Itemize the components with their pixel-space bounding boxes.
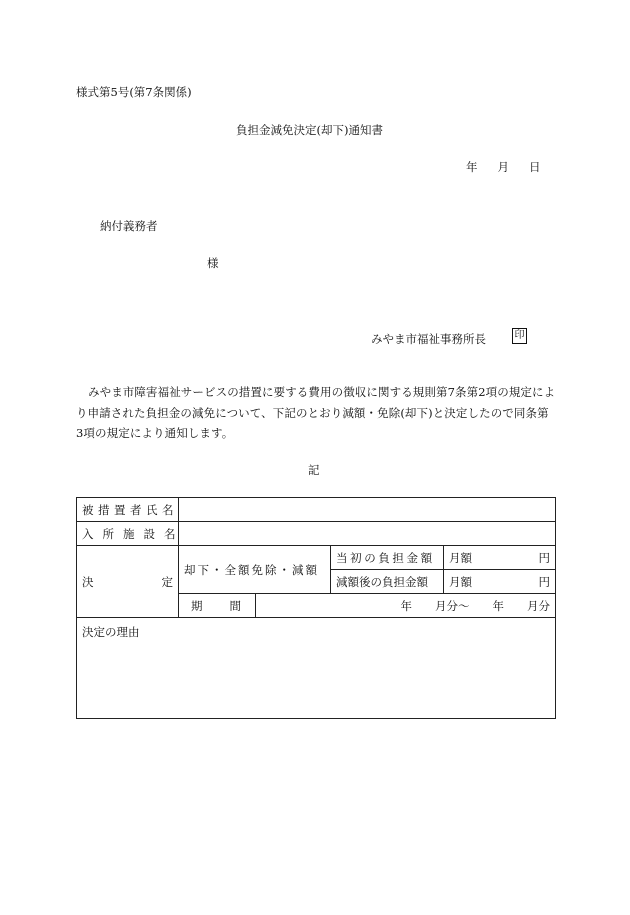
- body-paragraph: みやま市障害福祉サービスの措置に要する費用の徴収に関する規則第7条第2項の規定により申請された負担金の減免について、下記のとおり減額・免除(却下)と決定したので同条第3項の規定により通知します。: [76, 385, 556, 440]
- decision-options: 却下・全額免除・減額: [179, 546, 331, 594]
- reduced-amount-value: [444, 570, 556, 594]
- decision-table: [76, 497, 556, 719]
- table-row: [77, 522, 556, 546]
- recipient-name-label: 被措置者氏名: [77, 498, 179, 522]
- document-title: 負担金減免決定(却下)通知書: [236, 123, 383, 137]
- date-line: [466, 159, 541, 175]
- issuer-name: みやま市福祉事務所長: [371, 332, 486, 346]
- facility-name-value[interactable]: [179, 522, 556, 546]
- yen-label: 円: [538, 574, 550, 589]
- reason-field[interactable]: [77, 618, 556, 719]
- recipient-name-value[interactable]: [179, 498, 556, 522]
- reason-label: 決定の理由: [82, 625, 140, 639]
- table-row: [77, 498, 556, 522]
- monthly-label: 月額: [449, 574, 472, 589]
- table-row: [77, 546, 556, 570]
- decision-label-left: 決: [82, 574, 94, 589]
- decision-label: [77, 546, 179, 618]
- reduced-amount-label: 減額後の負担金額: [331, 570, 444, 594]
- period-label-left: 期: [191, 598, 203, 613]
- initial-amount-value: [444, 546, 556, 570]
- date-year: 年: [466, 160, 478, 174]
- seal-mark: 印: [512, 328, 527, 344]
- period-value: 年 月分～ 年 月分: [256, 594, 556, 618]
- form-number: 様式第5号(第7条関係): [76, 85, 192, 99]
- initial-amount-label: 当初の負担金額: [331, 546, 444, 570]
- monthly-label: 月額: [449, 550, 472, 565]
- ki-heading: 記: [308, 463, 320, 477]
- date-month: 月: [497, 160, 509, 174]
- honorific: 様: [207, 256, 219, 270]
- yen-label: 円: [538, 550, 550, 565]
- table-row: [77, 618, 556, 719]
- date-day: 日: [529, 160, 541, 174]
- decision-label-right: 定: [161, 574, 173, 589]
- period-label: [179, 594, 256, 618]
- facility-name-label: 入所施設名: [77, 522, 179, 546]
- period-label-right: 間: [229, 598, 241, 613]
- payer-label: 納付義務者: [100, 219, 158, 233]
